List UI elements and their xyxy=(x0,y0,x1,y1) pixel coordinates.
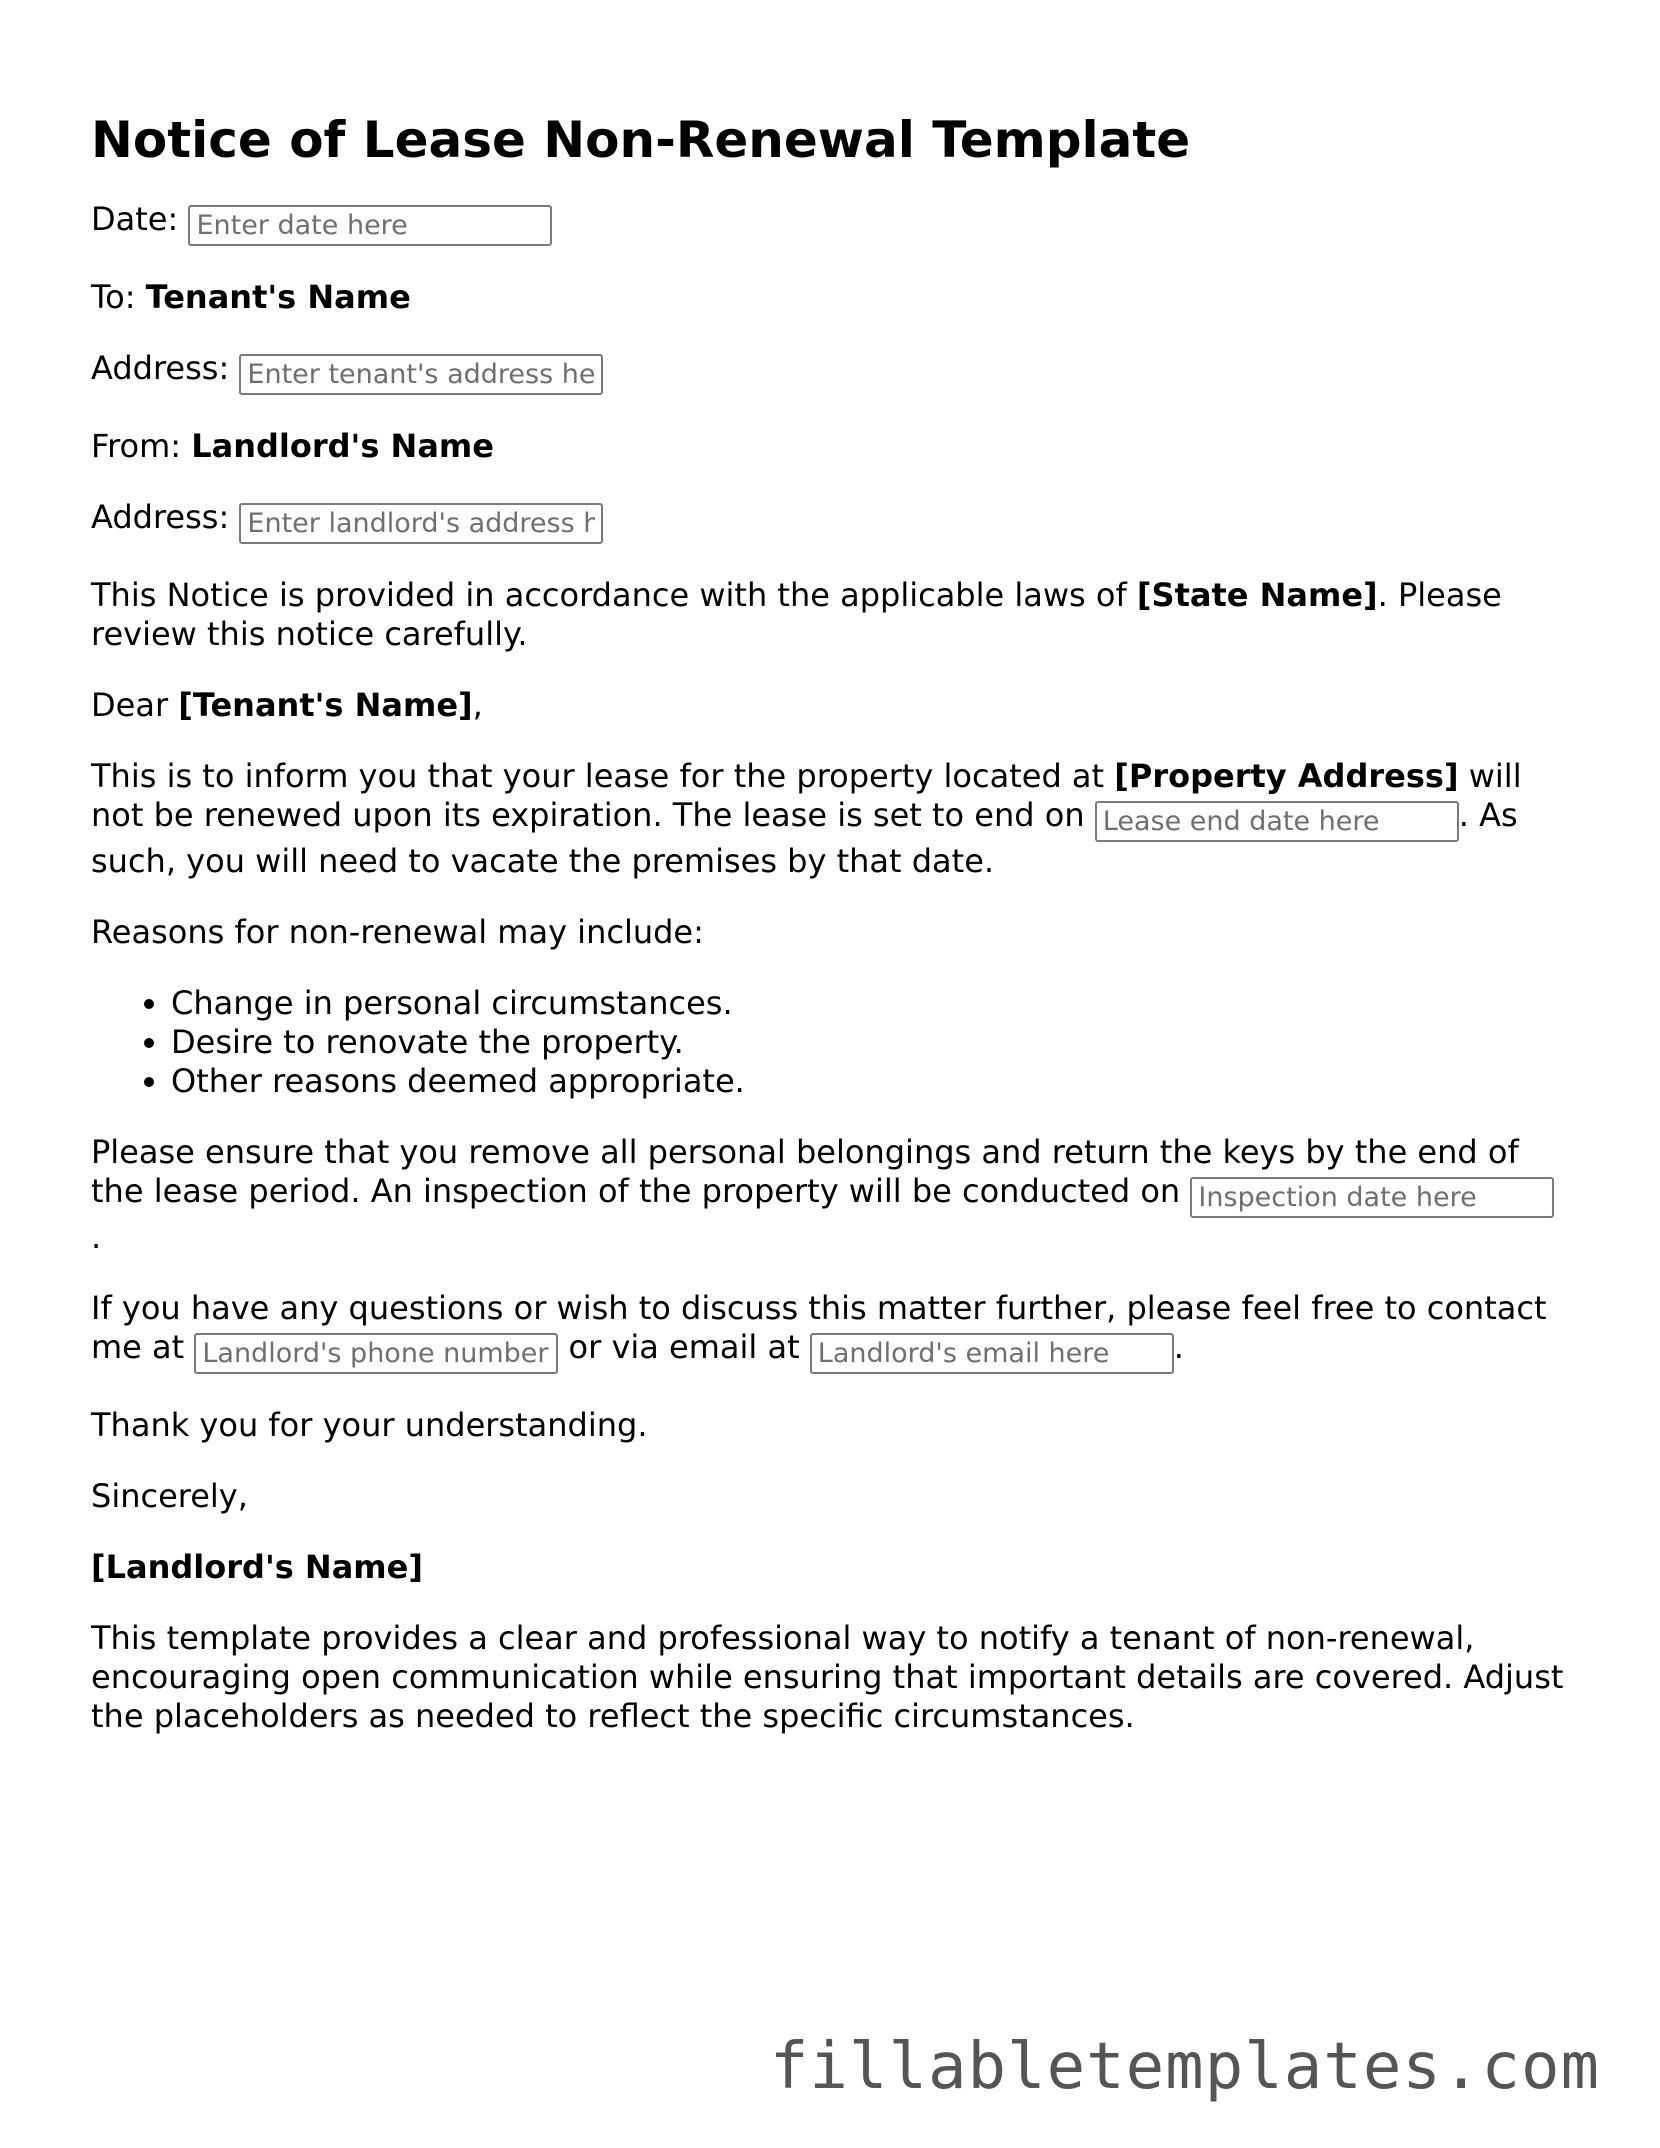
lease-end-date-input[interactable] xyxy=(1095,801,1459,842)
from-line xyxy=(91,427,1581,466)
contact-paragraph xyxy=(91,1289,1581,1374)
salutation-before: Dear xyxy=(91,686,179,724)
from-label: From: xyxy=(91,427,182,465)
inspection-paragraph xyxy=(91,1133,1581,1257)
intro-paragraph xyxy=(91,576,1581,654)
salutation-after: , xyxy=(472,686,483,724)
landlord-address-label: Address: xyxy=(91,498,230,536)
thanks-line: Thank you for your understanding. xyxy=(91,1406,648,1444)
date-input[interactable] xyxy=(188,205,552,246)
date-line xyxy=(91,200,1581,246)
intro-text-after: . Please review this notice carefully. xyxy=(91,576,1502,653)
intro-text-before: This Notice is provided in accordance with the applicable laws of xyxy=(91,576,1137,614)
email-input[interactable] xyxy=(810,1333,1174,1374)
footer-note: This template provides a clear and professional way to notify a tenant of non-renewal, encouraging open communication while ensuring that important details are covered. Adjust the placeholders as needed to reflect the specific circumstances. xyxy=(91,1619,1564,1735)
reasons-list xyxy=(91,984,1581,1101)
state-name: [State Name] xyxy=(1136,576,1378,614)
landlord-name: Landlord's Name xyxy=(191,427,494,465)
landlord-address-line xyxy=(91,498,1581,544)
phone-input[interactable] xyxy=(194,1333,558,1374)
landlord-address-input[interactable] xyxy=(239,503,603,544)
tenant-address-input[interactable] xyxy=(239,354,603,395)
lease-text-before: This is to inform you that your lease for the property located at xyxy=(91,757,1115,795)
lease-text-middle: will not be renewed upon its expiration. The lease is set to end on xyxy=(91,757,1522,834)
tenant-address-label: Address: xyxy=(91,349,230,387)
inspection-text-after: . xyxy=(91,1218,102,1256)
salutation xyxy=(91,686,1581,725)
document-page xyxy=(91,110,1581,1768)
closing-line: Sincerely, xyxy=(91,1477,248,1515)
watermark: fillabletemplates.com xyxy=(769,2030,1600,2104)
inspection-text-before: Please ensure that you remove all personal belongings and return the keys by the end of the lease period. An inspection of the property will be conducted on xyxy=(91,1133,1519,1210)
to-line xyxy=(91,278,1581,317)
list-item: • Change in personal circumstances. xyxy=(171,984,1581,1023)
property-address: [Property Address] xyxy=(1114,757,1459,795)
tenant-address-line xyxy=(91,349,1581,395)
salutation-tenant-name: [Tenant's Name] xyxy=(178,686,473,724)
lease-paragraph xyxy=(91,757,1581,881)
contact-text-middle: or via email at xyxy=(558,1328,810,1366)
contact-text-after: . xyxy=(1173,1328,1184,1366)
tenant-name: Tenant's Name xyxy=(145,278,411,316)
date-label: Date: xyxy=(91,200,179,238)
list-item: • Other reasons deemed appropriate. xyxy=(171,1062,1581,1101)
list-item: • Desire to renovate the property. xyxy=(171,1023,1581,1062)
reasons-intro: Reasons for non-renewal may include: xyxy=(91,913,704,951)
to-label: To: xyxy=(91,278,136,316)
lease-text-after: . As such, you will need to vacate the premises by that date. xyxy=(91,796,1518,880)
inspection-date-input[interactable] xyxy=(1190,1177,1554,1218)
signature-name: [Landlord's Name] xyxy=(91,1548,423,1586)
page-title: Notice of Lease Non-Renewal Template xyxy=(91,111,1191,169)
signature-line xyxy=(91,1548,1581,1587)
contact-text-before: If you have any questions or wish to discuss this matter further, please feel free to contact me at xyxy=(91,1289,1547,1366)
